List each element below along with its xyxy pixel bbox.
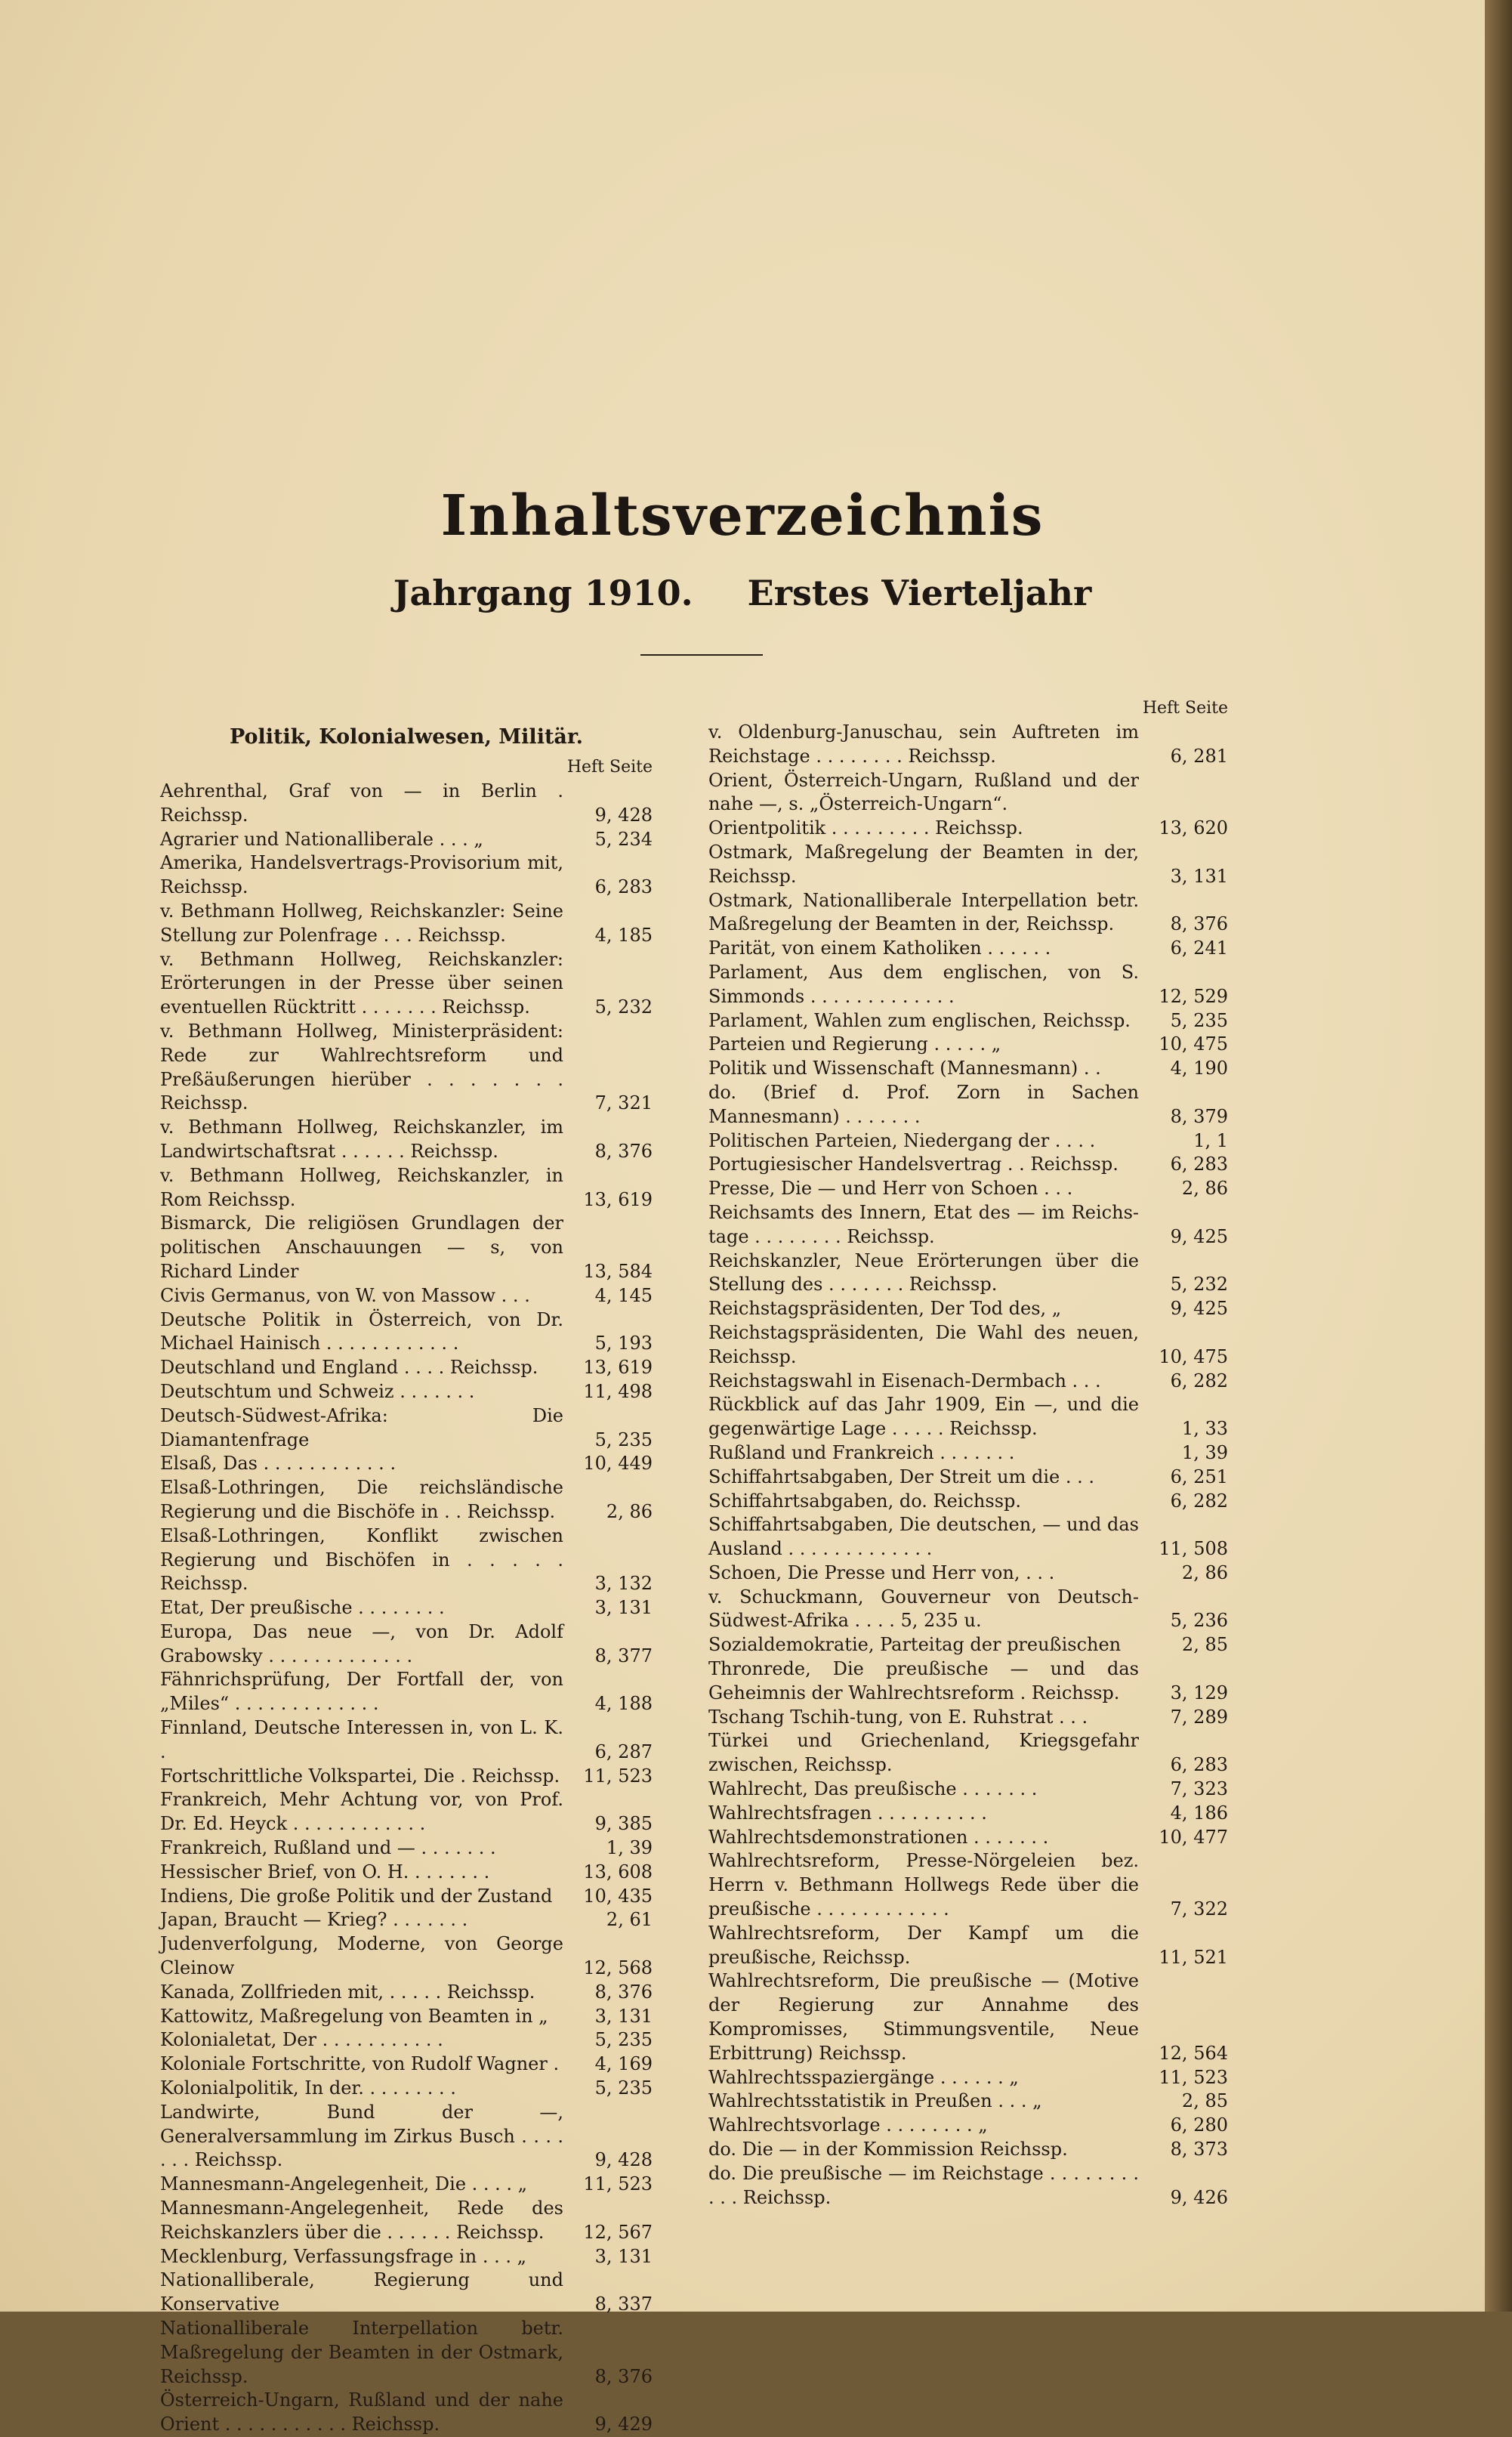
entry-text: Nationalliberale, Regierung und Konservative [160, 2269, 563, 2315]
index-entry [708, 1849, 1228, 1921]
index-entry [160, 1885, 653, 1909]
entry-text: Politik und Wissenschaft (Mannesmann) . . [708, 1058, 1101, 1080]
entry-page-ref: 11, 523 [583, 1765, 653, 1787]
entry-page-ref: 1, 1 [1193, 1129, 1228, 1151]
entry-text: Sozialdemokratie, Parteitag der preußischen [708, 1634, 1122, 1656]
entry-page-ref: 5, 235 [594, 2077, 653, 2099]
index-entry [708, 2114, 1228, 2138]
index-entry [708, 1201, 1228, 1249]
index-entry [708, 1081, 1228, 1129]
index-entry [708, 1561, 1228, 1586]
index-entry [708, 1297, 1228, 1321]
entry-text: Schiffahrtsabgaben, Die deutschen, — und das Ausland . . . . . . . . . . . . . [708, 1514, 1139, 1560]
entry-page-ref: 13, 619 [583, 1188, 653, 1210]
entry-page-ref: 7, 323 [1170, 1778, 1228, 1800]
entry-text: Reichstagspräsidenten, Der Tod des, „ [708, 1298, 1062, 1320]
index-entry [708, 2066, 1228, 2090]
entry-text: do. (Brief d. Prof. Zorn in Sachen Mannesmann) . . . . . . . [708, 1081, 1139, 1127]
entry-text: Wahlrechtsdemonstrationen . . . . . . . [708, 1826, 1049, 1848]
entry-text: Deutschtum und Schweiz . . . . . . . [160, 1380, 475, 1402]
entry-text: Indiens, Die große Politik und der Zustand [160, 1885, 553, 1907]
entry-text: Kanada, Zollfrieden mit, . . . . . Reichssp. [160, 1981, 535, 2003]
entry-text: do. Die preußische — im Reichstage . . . . . . . . . . . Reichssp. [708, 2162, 1139, 2208]
entry-page-ref: 9, 385 [594, 1813, 653, 1835]
entry-text: v. Schuckmann, Gouverneur von Deutsch-Südwest-Afrika . . . . 5, 235 u. [708, 1586, 1139, 1632]
index-entry [708, 817, 1228, 841]
entry-text: v. Oldenburg-Januschau, sein Auftreten im Reichstage . . . . . . . . Reichssp. [708, 721, 1139, 767]
entry-text: Deutschland und England . . . . Reichssp. [160, 1357, 538, 1379]
entry-page-ref: 5, 234 [594, 828, 653, 850]
entry-page-ref: 8, 376 [594, 1981, 653, 2003]
entry-page-ref: 3, 131 [594, 1597, 653, 1619]
index-entry [708, 1249, 1228, 1298]
index-entry [160, 2317, 653, 2389]
entry-text: Reichsamts des Innern, Etat des — im Reichs-tage . . . . . . . . Reichssp. [708, 1201, 1139, 1247]
entry-page-ref: 7, 321 [594, 1092, 653, 1114]
left-column [160, 719, 653, 2437]
index-entry [160, 1861, 653, 1885]
entry-page-ref: 5, 232 [1170, 1274, 1228, 1296]
entry-text: Parlament, Wahlen zum englischen, Reichssp. [708, 1009, 1131, 1031]
entry-text: v. Bethmann Hollweg, Reichskanzler, in Rom Reichssp. [160, 1164, 563, 1210]
index-entry [160, 1380, 653, 1404]
page-title: Inhaltsverzeichnis [440, 483, 1045, 548]
quarter-label: Erstes Vierteljahr [747, 573, 1092, 613]
entry-text: Presse, Die — und Herr von Schoen . . . [708, 1178, 1073, 1200]
right-entry-list [708, 721, 1228, 2210]
index-entry [160, 1164, 653, 1212]
index-entry [160, 1668, 653, 1716]
entry-text: Deutsche Politik in Österreich, von Dr. Michael Hainisch . . . . . . . . . . . . [160, 1308, 563, 1354]
entry-text: Parlament, Aus dem englischen, von S. Simmonds . . . . . . . . . . . . . [708, 961, 1139, 1007]
entry-page-ref: 13, 584 [583, 1260, 653, 1282]
entry-text: Mannesmann-Angelegenheit, Rede des Reichskanzlers über die . . . . . . Reichssp. [160, 2198, 563, 2243]
index-entry [708, 1586, 1228, 1634]
entry-page-ref: 6, 280 [1170, 2114, 1228, 2136]
index-entry [708, 841, 1228, 889]
index-entry [160, 1788, 653, 1836]
entry-page-ref: 12, 564 [1159, 2042, 1228, 2064]
entry-page-ref: 2, 85 [1181, 1634, 1228, 1656]
entry-text: Wahlrechtsspaziergänge . . . . . . „ [708, 2066, 1019, 2088]
index-entry [160, 2245, 653, 2269]
entry-page-ref: 4, 185 [594, 924, 653, 946]
entry-text: Kolonialetat, Der . . . . . . . . . . . [160, 2029, 443, 2051]
entry-page-ref: 3, 132 [594, 1573, 653, 1595]
index-entry [708, 1057, 1228, 1081]
index-entry [708, 2138, 1228, 2162]
entry-text: Parität, von einem Katholiken . . . . . . [708, 937, 1051, 959]
index-entry [708, 1922, 1228, 1970]
index-entry [160, 1212, 653, 1283]
index-entry [160, 1524, 653, 1596]
entry-page-ref: 3, 131 [594, 2245, 653, 2267]
entry-page-ref: 13, 620 [1159, 817, 1228, 839]
entry-page-ref: 5, 236 [1170, 1610, 1228, 1632]
entry-page-ref: 2, 86 [606, 1500, 653, 1522]
index-entry [708, 2090, 1228, 2114]
index-entry [160, 2389, 653, 2437]
entry-text: Elsaß-Lothringen, Die reichsländische Regierung und die Bischöfe in . . Reichssp. [160, 1477, 563, 1522]
index-entry [708, 1513, 1228, 1561]
entry-page-ref: 12, 529 [1159, 985, 1228, 1007]
entry-page-ref: 13, 619 [583, 1357, 653, 1379]
index-entry [708, 769, 1228, 817]
index-entry [708, 1778, 1228, 1802]
entry-text: Reichstagspräsidenten, Die Wahl des neuen, Reichssp. [708, 1321, 1139, 1367]
entry-text: Wahlrechtsfragen . . . . . . . . . . [708, 1802, 987, 1824]
entry-text: Bismarck, Die religiösen Grundlagen der politischen Anschauungen — s, von Richard Linder [160, 1212, 563, 1282]
entry-text: Agrarier und Nationalliberale . . . „ [160, 828, 483, 850]
entry-text: Schiffahrtsabgaben, do. Reichssp. [708, 1490, 1022, 1512]
index-entry [160, 948, 653, 1020]
entry-text: Reichstagswahl in Eisenach-Dermbach . . . [708, 1370, 1101, 1391]
index-entry [708, 1129, 1228, 1154]
entry-page-ref: 10, 435 [583, 1885, 653, 1907]
right-column [708, 697, 1228, 2210]
entry-page-ref: 10, 449 [583, 1453, 653, 1475]
entry-page-ref: 10, 477 [1159, 1826, 1228, 1848]
entry-page-ref: 13, 608 [583, 1861, 653, 1883]
entry-text: Elsaß-Lothringen, Konflikt zwischen Regierung und Bischöfen in . . . . . Reichssp. [160, 1524, 563, 1595]
index-entry [708, 1706, 1228, 1730]
entry-page-ref: 2, 61 [606, 1909, 653, 1931]
entry-text: v. Bethmann Hollweg, Reichskanzler: Erörterungen in der Presse über seinen eventuellen Rücktritt . . . . . . . Reichssp. [160, 948, 563, 1018]
entry-page-ref: 11, 498 [583, 1380, 653, 1402]
entry-page-ref: 8, 379 [1170, 1105, 1228, 1127]
index-entry [708, 1370, 1228, 1394]
entry-text: Japan, Braucht — Krieg? . . . . . . . [160, 1909, 468, 1931]
entry-page-ref: 9, 426 [1170, 2186, 1228, 2208]
entry-text: do. Die — in der Kommission Reichssp. [708, 2139, 1068, 2161]
entry-page-ref: 6, 251 [1170, 1466, 1228, 1487]
index-entry [160, 1596, 653, 1620]
entry-page-ref: 12, 567 [583, 2221, 653, 2243]
entry-page-ref: 11, 508 [1159, 1538, 1228, 1560]
entry-page-ref: 1, 39 [1181, 1441, 1228, 1463]
entry-page-ref: 1, 33 [1181, 1418, 1228, 1440]
entry-text: Ostmark, Maßregelung der Beamten in der, Reichssp. [708, 841, 1139, 887]
entry-page-ref: 9, 425 [1170, 1225, 1228, 1247]
entry-text: Mannesmann-Angelegenheit, Die . . . . „ [160, 2173, 528, 2195]
entry-page-ref: 8, 377 [594, 1645, 653, 1666]
index-entry [160, 1932, 653, 1981]
entry-page-ref: 6, 283 [1170, 1154, 1228, 1175]
index-entry [160, 780, 653, 828]
entry-text: Etat, Der preußische . . . . . . . . [160, 1597, 445, 1619]
index-entry [160, 1116, 653, 1164]
index-entry [160, 2052, 653, 2077]
entry-text: v. Bethmann Hollweg, Reichskanzler: Seine Stellung zur Polenfrage . . . Reichssp. [160, 900, 563, 946]
entry-page-ref: 6, 282 [1170, 1370, 1228, 1391]
column-header-heft-seite: Heft Seite [566, 758, 653, 777]
index-entry [708, 889, 1228, 937]
index-entry [708, 1826, 1228, 1850]
index-entry [708, 1802, 1228, 1826]
entry-page-ref: 2, 86 [1181, 1178, 1228, 1200]
entry-text: Tschang Tschih-tung, von E. Ruhstrat . . . [708, 1706, 1088, 1728]
entry-page-ref: 4, 190 [1170, 1058, 1228, 1080]
entry-page-ref: 3, 129 [1170, 1682, 1228, 1703]
index-entry [708, 937, 1228, 961]
index-entry [160, 2077, 653, 2101]
entry-text: Nationalliberale Interpellation betr. Maßregelung der Beamten in der Ostmark, Reichssp. [160, 2318, 563, 2387]
entry-text: Wahlrechtsvorlage . . . . . . . . „ [708, 2114, 988, 2136]
index-entry [160, 2269, 653, 2317]
entry-text: Frankreich, Mehr Achtung vor, von Prof. Dr. Ed. Heyck . . . . . . . . . . . . [160, 1789, 563, 1835]
index-entry [708, 721, 1228, 769]
index-entry [160, 1284, 653, 1308]
index-entry [160, 1308, 653, 1357]
entry-page-ref: 8, 376 [594, 1140, 653, 1162]
index-entry [160, 1908, 653, 1932]
entry-page-ref: 4, 188 [594, 1693, 653, 1715]
page-subtitle [0, 573, 1485, 613]
entry-text: Koloniale Fortschritte, von Rudolf Wagner . [160, 2053, 560, 2075]
entry-text: Portugiesischer Handelsvertrag . . Reichssp. [708, 1154, 1119, 1175]
entry-page-ref: 5, 193 [594, 1333, 653, 1354]
index-entry [708, 1033, 1228, 1057]
index-entry [708, 1633, 1228, 1657]
index-entry [160, 2197, 653, 2245]
entry-text: Landwirte, Bund der —, Generalversammlung im Zirkus Busch . . . . . . . Reichssp. [160, 2101, 563, 2171]
entry-text: v. Bethmann Hollweg, Ministerpräsident: Rede zur Wahlrechtsreform und Preßäußerungen hierüber . . . . . . . Reichssp. [160, 1020, 563, 1114]
index-entry [708, 1969, 1228, 2065]
index-entry [160, 1356, 653, 1380]
entry-page-ref: 6, 283 [594, 876, 653, 898]
index-entry [708, 1177, 1228, 1201]
index-entry [708, 961, 1228, 1009]
entry-page-ref: 2, 85 [1181, 2090, 1228, 2112]
entry-text: Ostmark, Nationalliberale Interpellation betr. Maßregelung der Beamten in der, Reichssp. [708, 889, 1139, 935]
entry-page-ref: 11, 523 [583, 2173, 653, 2195]
entry-text: Wahlrecht, Das preußische . . . . . . . [708, 1778, 1038, 1800]
index-entry [160, 2173, 653, 2197]
index-entry [160, 828, 653, 852]
entry-page-ref: 3, 131 [1170, 865, 1228, 887]
entry-text: Finnland, Deutsche Interessen in, von L. K. . [160, 1717, 563, 1762]
entry-page-ref: 5, 235 [1170, 1009, 1228, 1031]
index-entry [160, 2101, 653, 2173]
entry-page-ref: 6, 283 [1170, 1754, 1228, 1776]
entry-text: v. Bethmann Hollweg, Reichskanzler, im Landwirtschaftsrat . . . . . . Reichssp. [160, 1117, 563, 1162]
entry-text: Parteien und Regierung . . . . . „ [708, 1033, 1001, 1055]
entry-text: Thronrede, Die preußische — und das Geheimnis der Wahlrechtsreform . Reichssp. [708, 1658, 1139, 1703]
entry-page-ref: 9, 429 [594, 2414, 653, 2435]
index-entry [160, 900, 653, 948]
entry-page-ref: 6, 287 [594, 1740, 653, 1762]
index-entry [708, 1441, 1228, 1466]
entry-text: Amerika, Handelsvertrags-Provisorium mit, Reichssp. [160, 852, 563, 898]
entry-text: Reichskanzler, Neue Erörterungen über die Stellung des . . . . . . . Reichssp. [708, 1249, 1139, 1296]
entry-text: Kolonialpolitik, In der. . . . . . . . . [160, 2077, 456, 2099]
index-entry [160, 1020, 653, 1116]
entry-text: Fähnrichsprüfung, Der Fortfall der, von „Miles“ . . . . . . . . . . . . . [160, 1669, 563, 1715]
index-entry [160, 1836, 653, 1861]
entry-page-ref: 11, 523 [1159, 2066, 1228, 2088]
entry-text: Österreich-Ungarn, Rußland und der nahe Orient . . . . . . . . . . . Reichssp. [160, 2389, 563, 2435]
entry-text: Fortschrittliche Volkspartei, Die . Reichssp. [160, 1765, 560, 1787]
entry-page-ref: 6, 281 [1170, 745, 1228, 767]
entry-page-ref: 4, 169 [594, 2053, 653, 2075]
entry-text: Hessischer Brief, von O. H. . . . . . . . [160, 1861, 490, 1883]
column-header-heft-seite: Heft Seite [1142, 699, 1228, 718]
entry-text: Civis Germanus, von W. von Massow . . . [160, 1284, 530, 1306]
entry-page-ref: 8, 337 [594, 2293, 653, 2315]
index-entry [160, 2028, 653, 2052]
entry-page-ref: 10, 475 [1159, 1033, 1228, 1055]
entry-text: Rückblick auf das Jahr 1909, Ein —, und die gegenwärtige Lage . . . . . Reichssp. [708, 1394, 1139, 1440]
entry-page-ref: 4, 186 [1170, 1802, 1228, 1824]
entry-text: Wahlrechtsreform, Der Kampf um die preußische, Reichssp. [708, 1922, 1139, 1968]
entry-page-ref: 5, 235 [594, 1429, 653, 1450]
entry-page-ref: 6, 241 [1170, 937, 1228, 959]
entry-page-ref: 9, 428 [594, 804, 653, 826]
index-entry [160, 1404, 653, 1453]
entry-page-ref: 6, 282 [1170, 1490, 1228, 1512]
entry-text: Schoen, Die Presse und Herr von, . . . [708, 1561, 1055, 1583]
entry-page-ref: 3, 131 [594, 2005, 653, 2027]
index-entry [160, 1981, 653, 2005]
entry-text: Wahlrechtsstatistik in Preußen . . . „ [708, 2090, 1042, 2112]
index-entry [708, 1321, 1228, 1370]
entry-page-ref: 7, 289 [1170, 1706, 1228, 1728]
entry-page-ref: 9, 428 [594, 2149, 653, 2171]
entry-page-ref: 9, 425 [1170, 1298, 1228, 1320]
entry-page-ref: 1, 39 [606, 1837, 653, 1859]
entry-page-ref: 10, 475 [1159, 1345, 1228, 1367]
index-entry [708, 1009, 1228, 1033]
index-entry [708, 1729, 1228, 1778]
entry-text: Deutsch-Südwest-Afrika: Die Diamantenfrage [160, 1404, 563, 1450]
entry-page-ref: 7, 322 [1170, 1898, 1228, 1920]
index-entry [708, 2162, 1228, 2210]
index-entry [708, 1490, 1228, 1514]
entry-page-ref: 8, 376 [594, 2365, 653, 2387]
entry-page-ref: 11, 521 [1159, 1946, 1228, 1968]
page-edge [1485, 0, 1512, 2312]
index-entry [160, 1476, 653, 1524]
entry-text: Politischen Parteien, Niedergang der . . . . [708, 1129, 1096, 1151]
entry-page-ref: 8, 373 [1170, 2139, 1228, 2161]
entry-page-ref: 2, 86 [1181, 1561, 1228, 1583]
entry-page-ref: 12, 568 [583, 1957, 653, 1979]
entry-text: Orient, Österreich-Ungarn, Rußland und der nahe —, s. „Österreich-Ungarn“. [708, 769, 1139, 815]
entry-text: Orientpolitik . . . . . . . . . Reichssp. [708, 817, 1023, 839]
entry-page-ref: 5, 232 [594, 996, 653, 1018]
index-entry [160, 1452, 653, 1476]
index-entry [160, 1765, 653, 1789]
title-divider [640, 654, 763, 656]
section-heading: Politik, Kolonialwesen, Militär. [229, 725, 584, 749]
year-label: Jahrgang 1910. [393, 573, 693, 613]
left-entry-list [160, 780, 653, 2437]
entry-text: Türkei und Griechenland, Kriegsgefahr zwischen, Reichssp. [708, 1730, 1139, 1776]
index-entry [160, 2005, 653, 2029]
entry-page-ref: 4, 145 [594, 1284, 653, 1306]
entry-text: Europa, Das neue —, von Dr. Adolf Grabowsky . . . . . . . . . . . . . [160, 1620, 563, 1666]
index-entry [708, 1657, 1228, 1706]
entry-text: Judenverfolgung, Moderne, von George Cleinow [160, 1933, 563, 1979]
entry-text: Elsaß, Das . . . . . . . . . . . . [160, 1453, 397, 1475]
index-entry [708, 1393, 1228, 1441]
entry-text: Frankreich, Rußland und — . . . . . . . [160, 1837, 496, 1859]
entry-text: Mecklenburg, Verfassungsfrage in . . . „ [160, 2245, 527, 2267]
index-entry [160, 1620, 653, 1669]
entry-page-ref: 8, 376 [1170, 913, 1228, 935]
entry-text: Wahlrechtsreform, Die preußische — (Motive der Regierung zur Annahme des Kompromisses, Stimmungsventile, Neue Erbittrung) Reichssp. [708, 1970, 1139, 2064]
index-entry [160, 851, 653, 900]
entry-text: Rußland und Frankreich . . . . . . . [708, 1441, 1015, 1463]
entry-text: Kattowitz, Maßregelung von Beamten in „ [160, 2005, 548, 2027]
entry-text: Wahlrechtsreform, Presse-Nörgeleien bez. Herrn v. Bethmann Hollwegs Rede über die preußische . . . . . . . . . . . . [708, 1850, 1139, 1920]
index-entry [708, 1153, 1228, 1177]
index-entry [160, 1716, 653, 1765]
index-entry [708, 1466, 1228, 1490]
entry-text: Aehrenthal, Graf von — in Berlin . Reichssp. [160, 780, 563, 826]
entry-page-ref: 5, 235 [594, 2029, 653, 2051]
entry-text: Schiffahrtsabgaben, Der Streit um die . . . [708, 1466, 1095, 1487]
